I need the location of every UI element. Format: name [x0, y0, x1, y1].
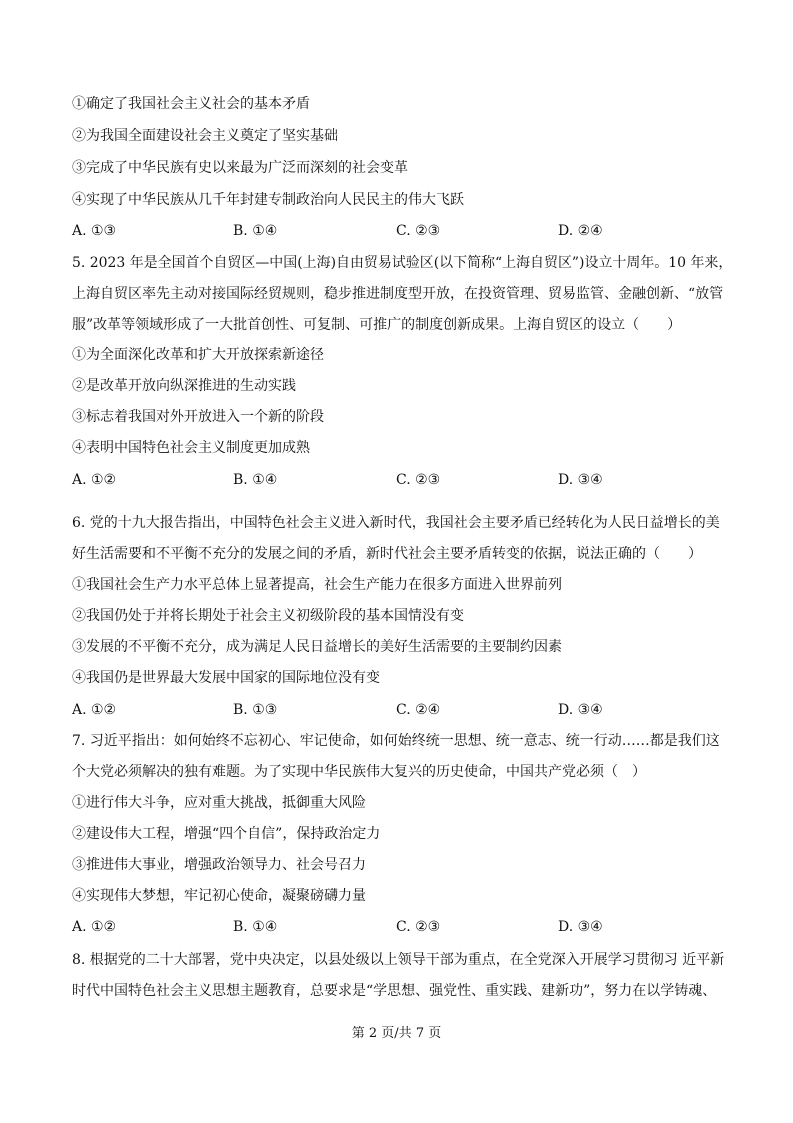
option-c: C. ②④: [396, 702, 441, 718]
question-8-stem-line: 时代中国特色社会主义思想主题教育，总要求是“学思想、强党性、重实践、建新功”，努力在以学铸魂、: [72, 983, 717, 999]
option-a: A. ①②: [72, 472, 117, 488]
question-6-stem-line: 6. 党的十九大报告指出，中国特色社会主义进入新时代，我国社会主要矛盾已经转化为人民日益增长的美: [72, 515, 720, 531]
question-5-stem-line: 上海自贸区率先主动对接国际经贸规则，稳步推进制度型开放，在投资管理、贸易监管、金融创新、“放管: [72, 286, 724, 302]
question-5-stem-line: 5. 2023 年是全国首个自贸区—中国(上海)自由贸易试验区(以下简称“上海自贸区”)设立十周年。10 年来，: [72, 255, 733, 271]
option-a: A. ①③: [72, 223, 117, 239]
option-b: B. ①④: [233, 919, 278, 935]
question-8-stem-line: 8. 根据党的二十大部署，党中央决定，以县处级以上领导干部为重点，在全党深入开展学习贯彻习 近平新: [72, 952, 725, 968]
option-b: B. ①④: [233, 472, 278, 488]
option-c: C. ②③: [396, 919, 441, 935]
option-d: D. ③④: [558, 472, 603, 488]
statement-item: ①进行伟大斗争，应对重大挑战，抵御重大风险: [72, 795, 366, 811]
statement-item: ②我国仍处于并将长期处于社会主义初级阶段的基本国情没有变: [72, 608, 464, 624]
answer-options: [72, 471, 732, 489]
answer-options: [72, 918, 732, 936]
option-c: C. ②③: [396, 472, 441, 488]
answer-options: [72, 222, 732, 240]
statement-item: ③推进伟大事业，增强政治领导力、社会号召力: [72, 857, 366, 873]
statement-item: ①我国社会生产力水平总体上显著提高，社会生产能力在很多方面进入世界前列: [72, 577, 562, 593]
option-d: D. ③④: [558, 702, 603, 718]
option-d: D. ②④: [558, 223, 603, 239]
statement-item: ②为我国全面建设社会主义奠定了坚实基础: [72, 128, 338, 144]
statement-item: ③完成了中华民族有史以来最为广泛而深刻的社会变革: [72, 160, 408, 176]
statement-item: ②是改革开放向纵深推进的生动实践: [72, 378, 296, 394]
question-5-stem-line: 服”改革等领域形成了一大批首创性、可复制、可推广的制度创新成果。上海自贸区的设立（ ）: [72, 317, 682, 333]
option-d: D. ③④: [558, 919, 603, 935]
statement-item: ④我国仍是世界最大发展中国家的国际地位没有变: [72, 670, 380, 686]
statement-item: ④实现伟大梦想，牢记初心使命，凝聚磅礴力量: [72, 888, 366, 904]
statement-item: ④实现了中华民族从几千年封建专制政治向人民民主的伟大飞跃: [72, 192, 464, 208]
page-number-footer: 第 2 页/共 7 页: [351, 1026, 442, 1041]
option-b: B. ①③: [233, 702, 278, 718]
option-a: A. ①②: [72, 702, 117, 718]
statement-item: ③发展的不平衡不充分，成为满足人民日益增长的美好生活需要的主要制约因素: [72, 639, 562, 655]
statement-item: ①为全面深化改革和扩大开放探索新途径: [72, 347, 324, 363]
answer-options: [72, 701, 732, 719]
statement-item: ①确定了我国社会主义社会的基本矛盾: [72, 96, 310, 112]
question-7-stem-line: 个大党必须解决的独有难题。为了实现中华民族伟大复兴的历史使命，中国共产党必须（ ）: [72, 764, 646, 780]
option-c: C. ②③: [396, 223, 441, 239]
option-a: A. ①②: [72, 919, 117, 935]
question-6-stem-line: 好生活需要和不平衡不充分的发展之间的矛盾，新时代社会主要矛盾转变的依据，说法正确的（ ）: [72, 546, 702, 562]
question-7-stem-line: 7. 习近平指出：如何始终不忘初心、牢记使命，如何始终统一思想、统一意志、统一行动……都是我们这: [72, 733, 720, 749]
statement-item: ②建设伟大工程，增强“四个自信”，保持政治定力: [72, 826, 381, 842]
option-b: B. ①④: [233, 223, 278, 239]
statement-item: ③标志着我国对外开放进入一个新的阶段: [72, 409, 324, 425]
statement-item: ④表明中国特色社会主义制度更加成熟: [72, 440, 310, 456]
